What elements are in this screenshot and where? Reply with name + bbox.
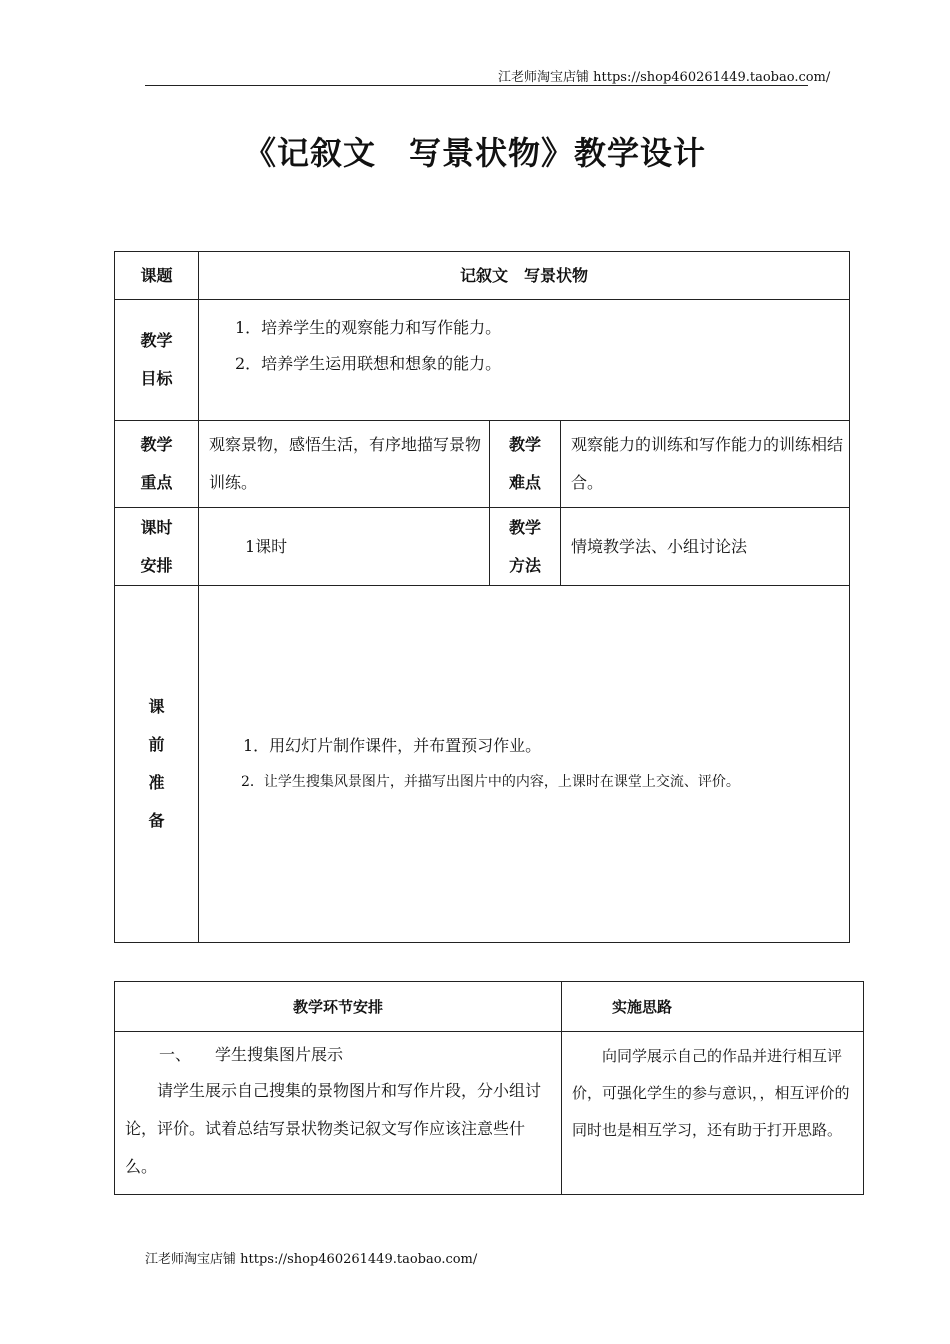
hours-label-line2: 安排 bbox=[140, 555, 173, 575]
key-label-line2: 重点 bbox=[140, 473, 173, 492]
difficulty-label-line2: 难点 bbox=[508, 473, 541, 492]
process-table bbox=[114, 981, 864, 1195]
method-label bbox=[490, 508, 561, 586]
difficulty-value: 观察能力的训练和写作能力的训练相结合。 bbox=[561, 421, 850, 508]
process-step-cell bbox=[115, 1032, 562, 1195]
goals-cell bbox=[199, 300, 850, 421]
prep-item: 2．让学生搜集风景图片，并描写出图片中的内容，上课时在课堂上交流、评价。 bbox=[241, 774, 740, 790]
section-body: 请学生展示自己搜集的景物图片和写作片段，分小组讨论，评价。试着总结写景状物类记叙文写作应该注意些什么。 bbox=[125, 1081, 542, 1176]
page-header: 江老师淘宝店铺 https://shop460261449.taobao.com/ bbox=[498, 70, 831, 85]
prep-cell bbox=[199, 586, 850, 943]
process-idea-cell bbox=[562, 1032, 864, 1195]
process-col1-header: 教学环节安排 bbox=[115, 982, 562, 1032]
goals-label bbox=[115, 300, 199, 421]
page-footer: 江老师淘宝店铺 https://shop460261449.taobao.com/ bbox=[145, 1252, 478, 1267]
method-label-line1: 教学 bbox=[508, 517, 541, 537]
prep-label-char: 备 bbox=[148, 811, 165, 830]
header-rule bbox=[145, 85, 808, 86]
difficulty-label-line1: 教学 bbox=[508, 435, 541, 454]
prep-label-char: 准 bbox=[148, 773, 165, 792]
method-label-line2: 方法 bbox=[508, 555, 541, 575]
hours-label bbox=[115, 508, 199, 586]
prep-label-char: 前 bbox=[148, 735, 165, 754]
section-idea: 向同学展示自己的作品并进行相互评价，可强化学生的参与意识，，相互评价的同时也是相互学习，还有助于打开思路。 bbox=[572, 1047, 850, 1139]
prep-label-char: 课 bbox=[148, 697, 165, 716]
page-title: 《记叙文 写景状物》教学设计 bbox=[243, 134, 706, 172]
hours-value: 1课时 bbox=[199, 508, 490, 586]
lesson-info-table bbox=[114, 251, 850, 943]
prep-label bbox=[115, 586, 199, 943]
key-label bbox=[115, 421, 199, 508]
key-value: 观察景物，感悟生活，有序地描写景物训练。 bbox=[199, 421, 490, 508]
prep-item: 1．用幻灯片制作课件，并布置预习作业。 bbox=[243, 736, 542, 755]
method-value: 情境教学法、小组讨论法 bbox=[561, 508, 850, 586]
topic-label: 课题 bbox=[115, 252, 199, 300]
key-label-line1: 教学 bbox=[140, 435, 173, 454]
section-title: 一、 学生搜集图片展示 bbox=[159, 1045, 344, 1064]
goals-label-line1: 教学 bbox=[140, 331, 173, 350]
topic-value: 记叙文 写景状物 bbox=[199, 252, 850, 300]
goal-item: 2．培养学生运用联想和想象的能力。 bbox=[235, 354, 502, 373]
hours-label-line1: 课时 bbox=[140, 517, 173, 537]
process-col2-header: 实施思路 bbox=[562, 982, 864, 1032]
goal-item: 1．培养学生的观察能力和写作能力。 bbox=[235, 318, 502, 337]
goals-label-line2: 目标 bbox=[140, 369, 173, 388]
difficulty-label bbox=[490, 421, 561, 508]
